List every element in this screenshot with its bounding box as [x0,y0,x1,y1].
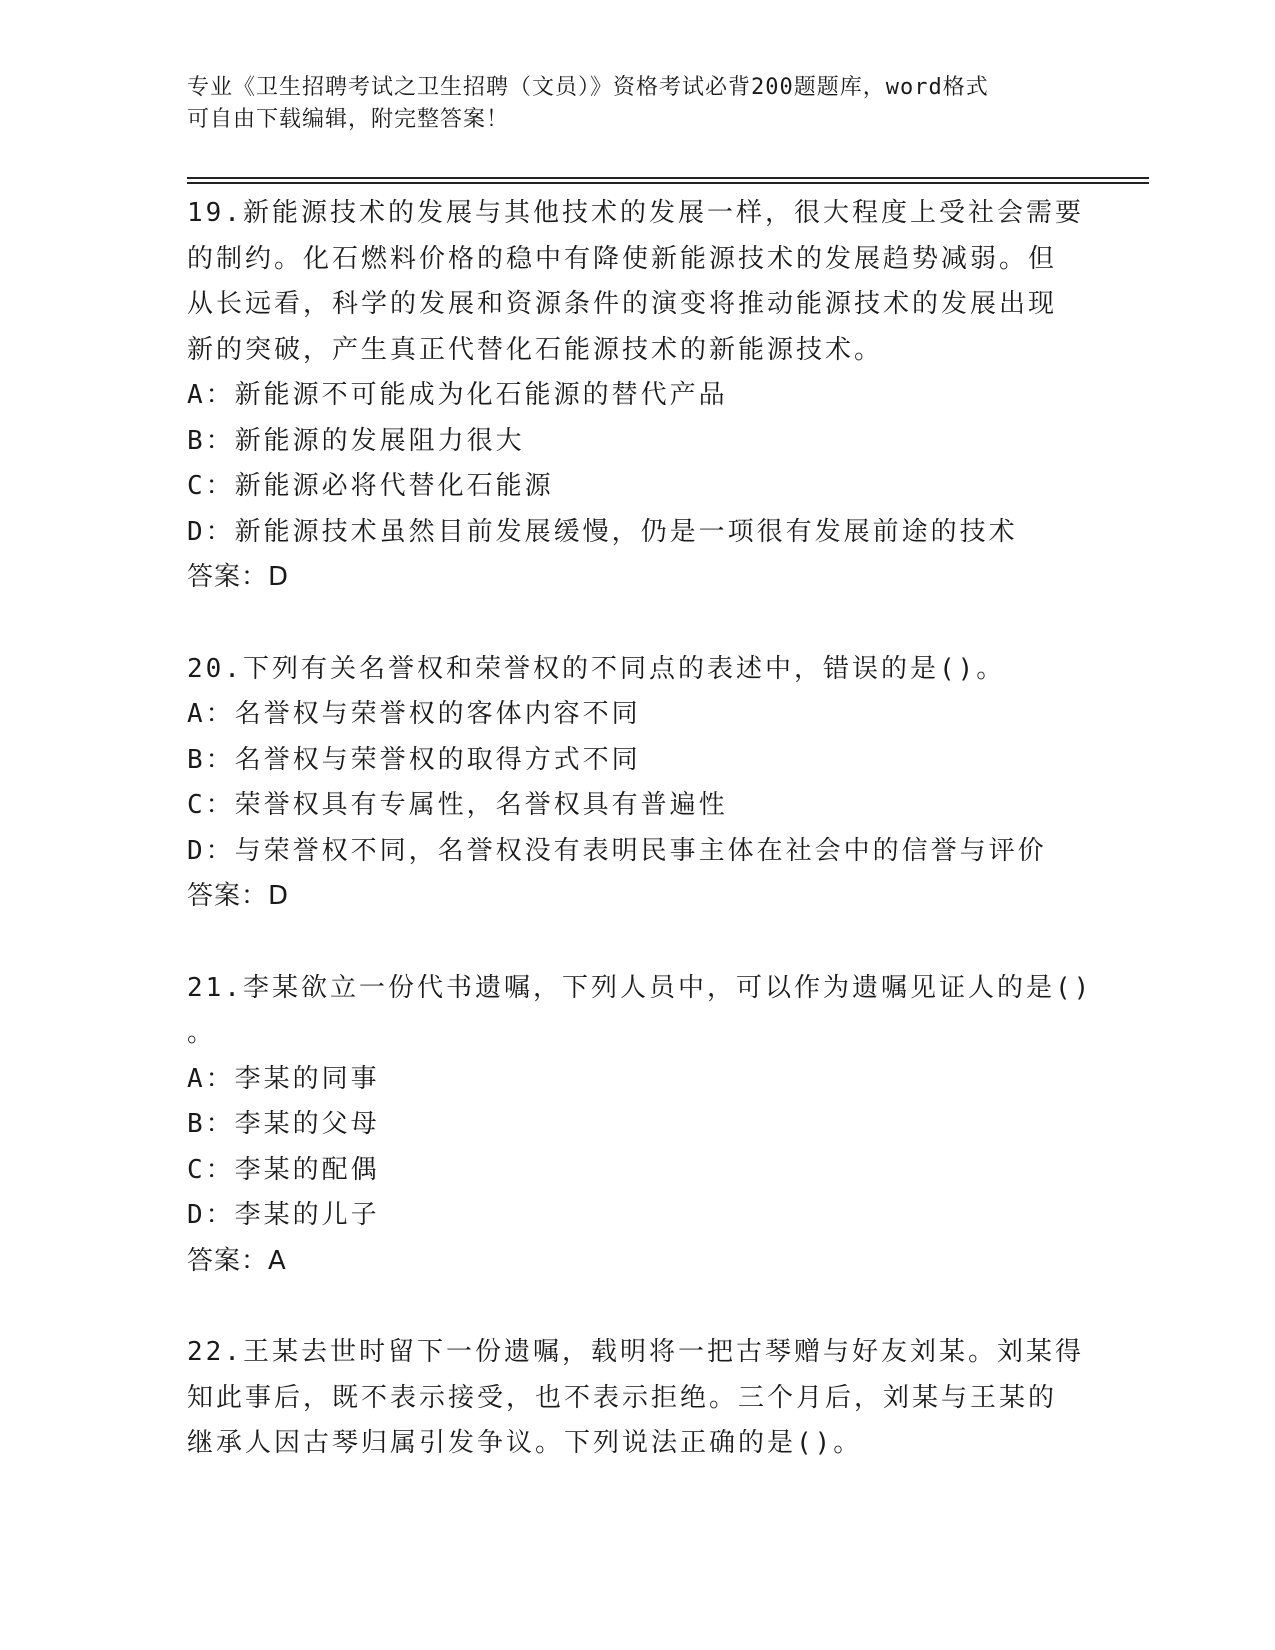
document-header [187,72,1087,136]
option-d: D：李某的儿子 [187,1200,380,1230]
option-b: B：名誉权与荣誉权的取得方式不同 [187,744,641,775]
header-line-2: 可自由下载编辑，附完整答案！ [187,107,510,132]
question-stem-line: 从长远看，科学的发展和资源条件的演变将推动能源技术的发展出现 [187,289,1058,319]
question-stem-line: 新的突破，产生真正代替化石能源技术的新能源技术。 [187,334,884,365]
option-c: C：荣誉权具有专属性，名誉权具有普遍性 [187,790,728,820]
question-stem-line: 19.新能源技术的发展与其他技术的发展一样，很大程度上受社会需要 [187,198,1084,228]
option-a: A：李某的同事 [187,1063,380,1094]
question-stem-line: 的制约。化石燃料价格的稳中有降使新能源技术的发展趋势减弱。但 [187,243,1058,274]
header-divider-top [187,177,1149,179]
option-d: D：与荣誉权不同，名誉权没有表明民事主体在社会中的信誉与评价 [187,835,1047,866]
question-list [187,191,1093,1513]
question-stem-line: 知此事后，既不表示接受，也不表示拒绝。三个月后，刘某与王某的 [187,1382,1058,1413]
question-22 [187,1330,1087,1467]
answer-label: 答案：D [187,562,290,592]
question-stem-line: 20.下列有关名誉权和荣誉权的不同点的表述中，错误的是()。 [187,653,1006,684]
question-stem-line: 22.王某去世时留下一份遗嘱，载明将一把古琴赠与好友刘某。刘某得 [187,1337,1084,1367]
answer-label: 答案：D [187,881,290,911]
option-a: A：名誉权与荣誉权的客体内容不同 [187,699,641,729]
option-a: A：新能源不可能成为化石能源的替代产品 [187,380,728,410]
header-line-1: 专业《卫生招聘考试之卫生招聘（文员）》资格考试必背200题题库，word格式 [187,75,989,100]
question-21 [187,966,1093,1285]
option-d: D：新能源技术虽然目前发展缓慢，仍是一项很有发展前途的技术 [187,516,1018,547]
option-c: C：李某的配偶 [187,1154,380,1185]
question-stem-line: 21.李某欲立一份代书遗嘱，下列人员中，可以作为遗嘱见证人的是() [187,972,1093,1003]
question-20 [187,647,1087,920]
question-19 [187,191,1087,601]
option-b: B：新能源的发展阻力很大 [187,425,525,456]
option-c: C：新能源必将代替化石能源 [187,471,554,501]
question-stem-line: 继承人因古琴归属引发争议。下列说法正确的是()。 [187,1428,863,1458]
header-divider-bottom [187,182,1149,184]
answer-label: 答案：A [187,1245,287,1276]
option-b: B：李某的父母 [187,1109,380,1139]
question-stem-line: 。 [187,1018,217,1048]
